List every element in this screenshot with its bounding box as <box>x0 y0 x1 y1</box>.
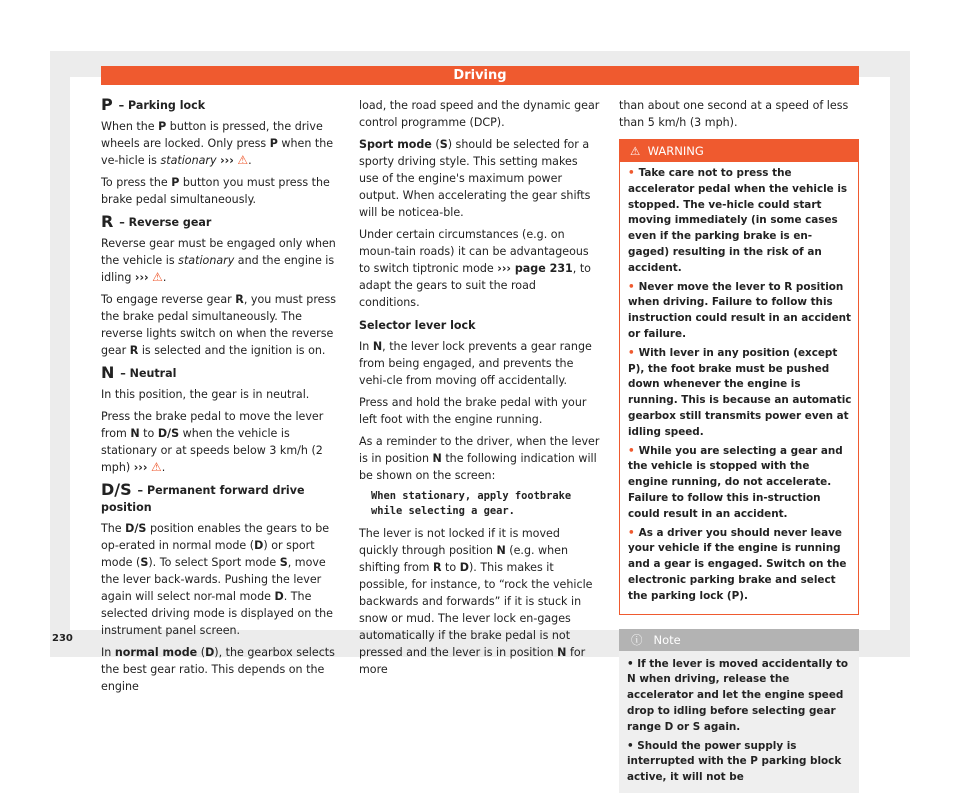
r-gear-icon: R <box>101 212 114 231</box>
bullet-icon: • <box>628 346 635 359</box>
warning-item: • Never move the lever to R position when driving. Failure to follow this instruction could result in an accident or failure. <box>628 280 852 340</box>
body-text: load, the road speed and the dynamic gear control programme (DCP). <box>359 99 600 129</box>
bullet-icon: • <box>627 657 634 670</box>
column-3 <box>619 97 859 793</box>
drive-position-heading: D/S – Permanent forward drive position <box>101 480 305 514</box>
reverse-gear-text-2: To engage reverse gear R, you must press the brake pedal simultaneously. The reverse lights switch on when the reverse gear R is selected and the ignition is on. <box>101 293 337 357</box>
bullet-icon: • <box>627 739 634 752</box>
lever-lock-text-4: The lever is not locked if it is moved quickly through position N (e.g. when shifting from R to D). This makes it possible, for instance, to “rock the vehicle backwards and forwards” if it is stuck in snow or mud. The lever lock en-gages automatically if the brake pedal is not pressed and the lever is in position N for more <box>359 527 593 676</box>
warning-icon: ⚠ <box>630 144 641 158</box>
warning-item: • While you are selecting a gear and the vehicle is stopped with the engine running, do not accelerate. Failure to follow this in-struction could result in an accident. <box>628 444 843 520</box>
parking-lock-heading: P – Parking lock <box>101 95 206 114</box>
info-icon: ⓘ <box>631 632 643 647</box>
parking-lock-text-2: To press the P button you must press the brake pedal simultaneously. <box>101 176 330 206</box>
warning-item: • With lever in any position (except P), the foot brake must be pushed down whenever the engine is running. This is because an automatic gearbox still transmits power even at idling speed. <box>628 346 852 438</box>
tiptronic-text: Under certain circumstances (e.g. on moun-tain roads) it can be advantageous to switch tiptronic mode ››› page 231, to adapt the gears to suit the road conditions. <box>359 228 591 309</box>
bullet-icon: • <box>628 526 635 539</box>
p-gear-icon: P <box>101 95 113 114</box>
neutral-heading: N – Neutral <box>101 363 177 382</box>
column-2 <box>359 97 600 683</box>
warning-triangle-icon[interactable]: ⚠ <box>152 270 163 284</box>
cross-reference[interactable]: ››› <box>133 461 148 474</box>
drive-position-text-2: In normal mode (D), the gearbox selects the best gear ratio. This depends on the engine <box>101 646 335 693</box>
reverse-gear-text-1: Reverse gear must be engaged only when the vehicle is stationary and the engine is idling ››› ⚠. <box>101 237 336 284</box>
lever-lock-text-1: In N, the lever lock prevents a gear range from being engaged, and prevents the vehi-cle from moving off accidentally. <box>359 340 592 387</box>
column-1 <box>101 97 342 700</box>
ds-gear-icon: D/S <box>101 480 132 499</box>
note-box <box>619 629 859 793</box>
selector-lever-lock-heading: Selector lever lock <box>359 319 476 332</box>
warning-box <box>619 139 859 615</box>
neutral-text-2: Press the brake pedal to move the lever from N to D/S when the vehicle is stationary or at speeds below 3 km/h (2 mph) ››› ⚠. <box>101 410 324 474</box>
warning-header: ⚠ WARNING <box>620 140 858 162</box>
note-body <box>619 651 859 793</box>
warning-triangle-icon[interactable]: ⚠ <box>150 460 162 474</box>
reverse-gear-heading: R – Reverse gear <box>101 212 212 231</box>
note-item: • Should the power supply is interrupted with the P parking block active, it will not be <box>627 739 842 784</box>
cross-reference[interactable]: ››› <box>220 154 234 167</box>
sport-mode-text: Sport mode (S) should be selected for a sporty driving style. This setting makes use of the engine's maximum power output. When accelerating the gear shifts will be noticea-ble. <box>359 138 591 219</box>
warning-body <box>620 162 858 614</box>
bullet-icon: • <box>628 167 635 179</box>
note-item: • If the lever is moved accidentally to N when driving, release the accelerator and let the engine speed drop to idling before selecting gear range D or S again. <box>627 657 849 733</box>
section-header: Driving <box>101 66 859 85</box>
neutral-text-1: In this position, the gear is in neutral. <box>101 388 310 401</box>
screen-message: When stationary, apply footbrake while selecting a gear. <box>371 490 572 517</box>
parking-lock-text-1: When the P button is pressed, the drive wheels are locked. Only press P when the ve-hicle is stationary ››› ⚠. <box>101 120 334 167</box>
warning-triangle-icon[interactable]: ⚠ <box>237 153 249 167</box>
page-number: 230 <box>52 633 73 644</box>
body-text: than about one second at a speed of less than 5 km/h (3 mph). <box>619 99 849 129</box>
drive-position-text-1: The D/S position enables the gears to be op-erated in normal mode (D) or sport mode (S). To select Sport mode S, move the lever back-wards. Pushing the lever again will select nor-mal mode D. The selected driving mode is displayed on the instrument panel screen. <box>101 522 333 637</box>
warning-item: • Take care not to press the accelerator pedal when the vehicle is stopped. The ve-hicle could start moving immediately (in some cases even if the parking brake is en-gaged) resulting in the risk of an accident. <box>628 167 848 274</box>
bullet-icon: • <box>628 444 635 457</box>
warning-item: • As a driver you should never leave your vehicle if the engine is running and a gear is engaged. Switch on the electronic parking brake and select the parking lock (P). <box>628 526 847 602</box>
cross-reference[interactable]: ››› <box>134 271 149 284</box>
lever-lock-text-3: As a reminder to the driver, when the lever is in position N the following indication will be shown on the screen: <box>359 435 600 482</box>
n-gear-icon: N <box>101 363 115 382</box>
page-link[interactable]: ››› page 231 <box>497 262 573 275</box>
lever-lock-text-2: Press and hold the brake pedal with your left foot with the engine running. <box>359 396 587 426</box>
note-header: ⓘ Note <box>619 629 859 651</box>
bullet-icon: • <box>628 280 635 293</box>
